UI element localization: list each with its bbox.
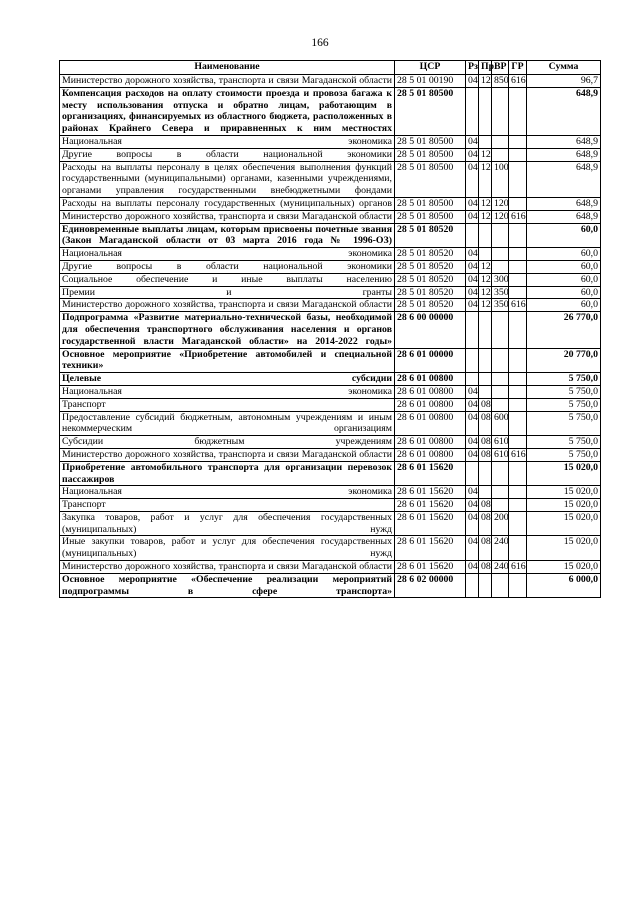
row-vr-cell (492, 148, 509, 161)
table-row (60, 223, 601, 248)
row-csr-cell: 28 6 01 15620 (395, 511, 466, 536)
header-sum: Сумма (527, 61, 601, 75)
row-gr-cell (509, 223, 527, 248)
table-row (60, 373, 601, 386)
row-gr-cell (509, 161, 527, 197)
row-pr-cell: 08 (479, 436, 492, 449)
row-pr-cell (479, 223, 492, 248)
header-gr: ГР (509, 61, 527, 75)
row-vr-cell: 120 (492, 210, 509, 223)
row-pr-cell: 08 (479, 499, 492, 512)
row-vr-cell: 240 (492, 536, 509, 561)
row-csr-cell: 28 5 01 80500 (395, 135, 466, 148)
row-sum-cell: 5 750,0 (527, 373, 601, 386)
row-csr-cell: 28 6 01 15620 (395, 561, 466, 574)
row-csr-cell: 28 5 01 80520 (395, 260, 466, 273)
row-sum-cell: 60,0 (527, 273, 601, 286)
row-sum-cell: 5 750,0 (527, 436, 601, 449)
row-name-cell: Единовременные выплаты лицам, которым присвоены почетные звания (Закон Магаданской области от 03 марта 2016 года № 1996-ОЗ) (60, 223, 395, 248)
row-csr-cell: 28 6 01 00800 (395, 448, 466, 461)
row-vr-cell: 350 (492, 286, 509, 299)
row-name-cell: Приобретение автомобильного транспорта для организации перевозок пассажиров (60, 461, 395, 486)
row-pr-cell (479, 248, 492, 261)
row-gr-cell (509, 436, 527, 449)
row-pr-cell: 12 (479, 210, 492, 223)
row-vr-cell: 610 (492, 448, 509, 461)
row-sum-cell: 648,9 (527, 87, 601, 135)
row-pr-cell (479, 312, 492, 348)
row-rz-cell: 04 (466, 299, 479, 312)
row-gr-cell (509, 486, 527, 499)
row-csr-cell: 28 6 02 00000 (395, 573, 466, 598)
row-sum-cell: 5 750,0 (527, 448, 601, 461)
row-rz-cell: 04 (466, 499, 479, 512)
row-name-cell: Предоставление субсидий бюджетным, автономным учреждениям и иным некоммерческим организациям (60, 411, 395, 436)
row-gr-cell: 616 (509, 299, 527, 312)
row-rz-cell: 04 (466, 273, 479, 286)
row-gr-cell (509, 273, 527, 286)
row-name-cell: Иные закупки товаров, работ и услуг для обеспечения государственных (муниципальных) нужд (60, 536, 395, 561)
row-sum-cell: 20 770,0 (527, 348, 601, 373)
budget-table (59, 60, 601, 598)
row-vr-cell: 350 (492, 299, 509, 312)
table-header-row (60, 61, 601, 75)
row-csr-cell: 28 5 01 80520 (395, 248, 466, 261)
row-name-cell: Другие вопросы в области национальной экономики (60, 260, 395, 273)
table-row (60, 135, 601, 148)
table-row (60, 260, 601, 273)
table-body (60, 75, 601, 598)
table-row (60, 385, 601, 398)
row-vr-cell: 610 (492, 436, 509, 449)
row-gr-cell (509, 197, 527, 210)
row-sum-cell: 5 750,0 (527, 398, 601, 411)
row-sum-cell: 15 020,0 (527, 511, 601, 536)
row-csr-cell: 28 6 01 00800 (395, 398, 466, 411)
row-name-cell: Министерство дорожного хозяйства, транспорта и связи Магаданской области (60, 210, 395, 223)
row-vr-cell (492, 385, 509, 398)
table-row (60, 448, 601, 461)
row-csr-cell: 28 6 01 15620 (395, 461, 466, 486)
row-pr-cell (479, 135, 492, 148)
row-name-cell: Основное мероприятие «Приобретение автомобилей и специальной техники» (60, 348, 395, 373)
table-row (60, 436, 601, 449)
row-gr-cell (509, 135, 527, 148)
row-rz-cell: 04 (466, 411, 479, 436)
row-vr-cell (492, 87, 509, 135)
row-pr-cell (479, 373, 492, 386)
row-name-cell: Целевые субсидии (60, 373, 395, 386)
row-name-cell: Министерство дорожного хозяйства, транспорта и связи Магаданской области (60, 561, 395, 574)
row-name-cell: Министерство дорожного хозяйства, транспорта и связи Магаданской области (60, 299, 395, 312)
row-vr-cell (492, 499, 509, 512)
row-gr-cell (509, 411, 527, 436)
header-vr: ВР (492, 61, 509, 75)
row-vr-cell: 120 (492, 197, 509, 210)
row-csr-cell: 28 5 01 80520 (395, 273, 466, 286)
row-csr-cell: 28 5 01 80520 (395, 299, 466, 312)
row-name-cell: Компенсация расходов на оплату стоимости проезда и провоза багажа к месту использования отпуска и обратно лицам, работающим в организациях, финансируемых из областного бюджета, расположенных в районах Крайнего Севера и приравненных к ним местностях (60, 87, 395, 135)
row-rz-cell (466, 87, 479, 135)
row-csr-cell: 28 5 01 80520 (395, 223, 466, 248)
row-vr-cell (492, 348, 509, 373)
row-gr-cell (509, 348, 527, 373)
row-sum-cell: 60,0 (527, 299, 601, 312)
row-sum-cell: 60,0 (527, 248, 601, 261)
table-row (60, 75, 601, 88)
row-gr-cell (509, 511, 527, 536)
header-name: Наименование (60, 61, 395, 75)
row-pr-cell: 12 (479, 75, 492, 88)
row-sum-cell: 60,0 (527, 286, 601, 299)
row-sum-cell: 15 020,0 (527, 461, 601, 486)
table-row (60, 573, 601, 598)
table-row (60, 87, 601, 135)
row-rz-cell: 04 (466, 248, 479, 261)
row-gr-cell (509, 87, 527, 135)
row-gr-cell (509, 536, 527, 561)
row-csr-cell: 28 5 01 80500 (395, 148, 466, 161)
header-rz: Рз (466, 61, 479, 75)
row-sum-cell: 96,7 (527, 75, 601, 88)
row-name-cell: Премии и гранты (60, 286, 395, 299)
row-pr-cell: 12 (479, 161, 492, 197)
row-rz-cell (466, 312, 479, 348)
row-name-cell: Социальное обеспечение и иные выплаты населению (60, 273, 395, 286)
row-name-cell: Национальная экономика (60, 385, 395, 398)
row-pr-cell (479, 573, 492, 598)
table-row (60, 511, 601, 536)
row-rz-cell: 04 (466, 260, 479, 273)
row-csr-cell: 28 5 01 80520 (395, 286, 466, 299)
row-pr-cell (479, 348, 492, 373)
row-rz-cell: 04 (466, 486, 479, 499)
row-sum-cell: 15 020,0 (527, 536, 601, 561)
row-pr-cell: 12 (479, 197, 492, 210)
row-pr-cell: 12 (479, 286, 492, 299)
row-name-cell: Расходы на выплаты персоналу государственных (муниципальных) органов (60, 197, 395, 210)
row-pr-cell: 12 (479, 273, 492, 286)
row-gr-cell (509, 260, 527, 273)
row-gr-cell (509, 398, 527, 411)
row-rz-cell: 04 (466, 536, 479, 561)
row-rz-cell: 04 (466, 197, 479, 210)
row-name-cell: Другие вопросы в области национальной экономики (60, 148, 395, 161)
row-csr-cell: 28 5 01 00190 (395, 75, 466, 88)
table-row (60, 286, 601, 299)
row-pr-cell (479, 385, 492, 398)
table-row (60, 248, 601, 261)
row-pr-cell: 08 (479, 561, 492, 574)
row-vr-cell (492, 573, 509, 598)
row-csr-cell: 28 6 00 00000 (395, 312, 466, 348)
row-pr-cell: 12 (479, 148, 492, 161)
row-rz-cell (466, 348, 479, 373)
row-gr-cell (509, 248, 527, 261)
table-row (60, 210, 601, 223)
table-row (60, 348, 601, 373)
row-rz-cell: 04 (466, 398, 479, 411)
row-name-cell: Транспорт (60, 499, 395, 512)
row-csr-cell: 28 6 01 15620 (395, 499, 466, 512)
row-pr-cell: 12 (479, 260, 492, 273)
row-sum-cell: 15 020,0 (527, 486, 601, 499)
row-rz-cell: 04 (466, 561, 479, 574)
row-name-cell: Министерство дорожного хозяйства, транспорта и связи Магаданской области (60, 448, 395, 461)
row-rz-cell: 04 (466, 385, 479, 398)
row-csr-cell: 28 5 01 80500 (395, 161, 466, 197)
row-rz-cell: 04 (466, 286, 479, 299)
row-pr-cell: 08 (479, 398, 492, 411)
row-csr-cell: 28 6 01 15620 (395, 486, 466, 499)
row-vr-cell: 200 (492, 511, 509, 536)
row-csr-cell: 28 5 01 80500 (395, 197, 466, 210)
row-sum-cell: 648,9 (527, 210, 601, 223)
row-gr-cell (509, 573, 527, 598)
row-csr-cell: 28 6 01 00800 (395, 436, 466, 449)
row-name-cell: Субсидии бюджетным учреждениям (60, 436, 395, 449)
row-csr-cell: 28 5 01 80500 (395, 210, 466, 223)
row-sum-cell: 5 750,0 (527, 411, 601, 436)
row-vr-cell: 100 (492, 161, 509, 197)
row-pr-cell (479, 461, 492, 486)
row-gr-cell (509, 286, 527, 299)
row-vr-cell (492, 486, 509, 499)
row-gr-cell: 616 (509, 75, 527, 88)
table-row (60, 411, 601, 436)
row-name-cell: Министерство дорожного хозяйства, транспорта и связи Магаданской области (60, 75, 395, 88)
row-name-cell: Подпрограмма «Развитие материально-технической базы, необходимой для обеспечения транспортного обслуживания населения и органов государственной власти Магаданской области» на 2014-2022 годы» (60, 312, 395, 348)
row-pr-cell: 12 (479, 299, 492, 312)
table-row (60, 536, 601, 561)
row-name-cell: Транспорт (60, 398, 395, 411)
row-csr-cell: 28 6 01 00000 (395, 348, 466, 373)
row-sum-cell: 6 000,0 (527, 573, 601, 598)
row-pr-cell (479, 87, 492, 135)
row-sum-cell: 60,0 (527, 223, 601, 248)
row-gr-cell (509, 461, 527, 486)
table-row (60, 461, 601, 486)
row-rz-cell (466, 223, 479, 248)
page-number: 166 (311, 37, 329, 49)
table-row (60, 161, 601, 197)
table-row (60, 312, 601, 348)
row-csr-cell: 28 5 01 80500 (395, 87, 466, 135)
table-row (60, 561, 601, 574)
row-vr-cell (492, 135, 509, 148)
row-pr-cell: 08 (479, 411, 492, 436)
row-name-cell: Расходы на выплаты персоналу в целях обеспечения выполнения функций государственными (муниципальными) органами, казенными учреждениями, органами управления государственными внебюджетными фондами (60, 161, 395, 197)
row-pr-cell: 08 (479, 511, 492, 536)
row-name-cell: Основное мероприятие «Обеспечение реализации мероприятий подпрограммы в сфере транспорта» (60, 573, 395, 598)
row-gr-cell (509, 373, 527, 386)
row-pr-cell (479, 486, 492, 499)
row-sum-cell: 648,9 (527, 148, 601, 161)
row-vr-cell (492, 373, 509, 386)
row-vr-cell: 600 (492, 411, 509, 436)
row-rz-cell: 04 (466, 448, 479, 461)
row-gr-cell: 616 (509, 210, 527, 223)
row-sum-cell: 648,9 (527, 135, 601, 148)
row-rz-cell: 04 (466, 75, 479, 88)
row-gr-cell (509, 499, 527, 512)
row-rz-cell: 04 (466, 436, 479, 449)
row-sum-cell: 26 770,0 (527, 312, 601, 348)
row-name-cell: Национальная экономика (60, 248, 395, 261)
row-name-cell: Национальная экономика (60, 486, 395, 499)
row-csr-cell: 28 6 01 15620 (395, 536, 466, 561)
table-row (60, 273, 601, 286)
row-sum-cell: 60,0 (527, 260, 601, 273)
row-vr-cell (492, 398, 509, 411)
row-csr-cell: 28 6 01 00800 (395, 385, 466, 398)
row-vr-cell (492, 248, 509, 261)
row-rz-cell: 04 (466, 210, 479, 223)
row-rz-cell (466, 373, 479, 386)
row-sum-cell: 15 020,0 (527, 561, 601, 574)
row-vr-cell: 240 (492, 561, 509, 574)
table-row (60, 197, 601, 210)
table-row (60, 299, 601, 312)
row-gr-cell (509, 385, 527, 398)
row-gr-cell: 616 (509, 561, 527, 574)
row-csr-cell: 28 6 01 00800 (395, 373, 466, 386)
row-sum-cell: 15 020,0 (527, 499, 601, 512)
row-sum-cell: 5 750,0 (527, 385, 601, 398)
row-gr-cell (509, 312, 527, 348)
row-vr-cell (492, 260, 509, 273)
row-rz-cell: 04 (466, 161, 479, 197)
header-csr: ЦСР (395, 61, 466, 75)
header-pr: Пр (479, 61, 492, 75)
row-rz-cell: 04 (466, 135, 479, 148)
row-name-cell: Закупка товаров, работ и услуг для обеспечения государственных (муниципальных) нужд (60, 511, 395, 536)
row-gr-cell: 616 (509, 448, 527, 461)
table-row (60, 486, 601, 499)
row-pr-cell: 08 (479, 448, 492, 461)
row-rz-cell: 04 (466, 148, 479, 161)
row-vr-cell: 850 (492, 75, 509, 88)
row-sum-cell: 648,9 (527, 197, 601, 210)
row-csr-cell: 28 6 01 00800 (395, 411, 466, 436)
row-vr-cell (492, 312, 509, 348)
row-rz-cell (466, 461, 479, 486)
table-row (60, 499, 601, 512)
table-row (60, 148, 601, 161)
row-name-cell: Национальная экономика (60, 135, 395, 148)
row-vr-cell (492, 223, 509, 248)
row-rz-cell: 04 (466, 511, 479, 536)
row-vr-cell (492, 461, 509, 486)
row-sum-cell: 648,9 (527, 161, 601, 197)
row-pr-cell: 08 (479, 536, 492, 561)
row-gr-cell (509, 148, 527, 161)
row-rz-cell (466, 573, 479, 598)
table-row (60, 398, 601, 411)
row-vr-cell: 300 (492, 273, 509, 286)
